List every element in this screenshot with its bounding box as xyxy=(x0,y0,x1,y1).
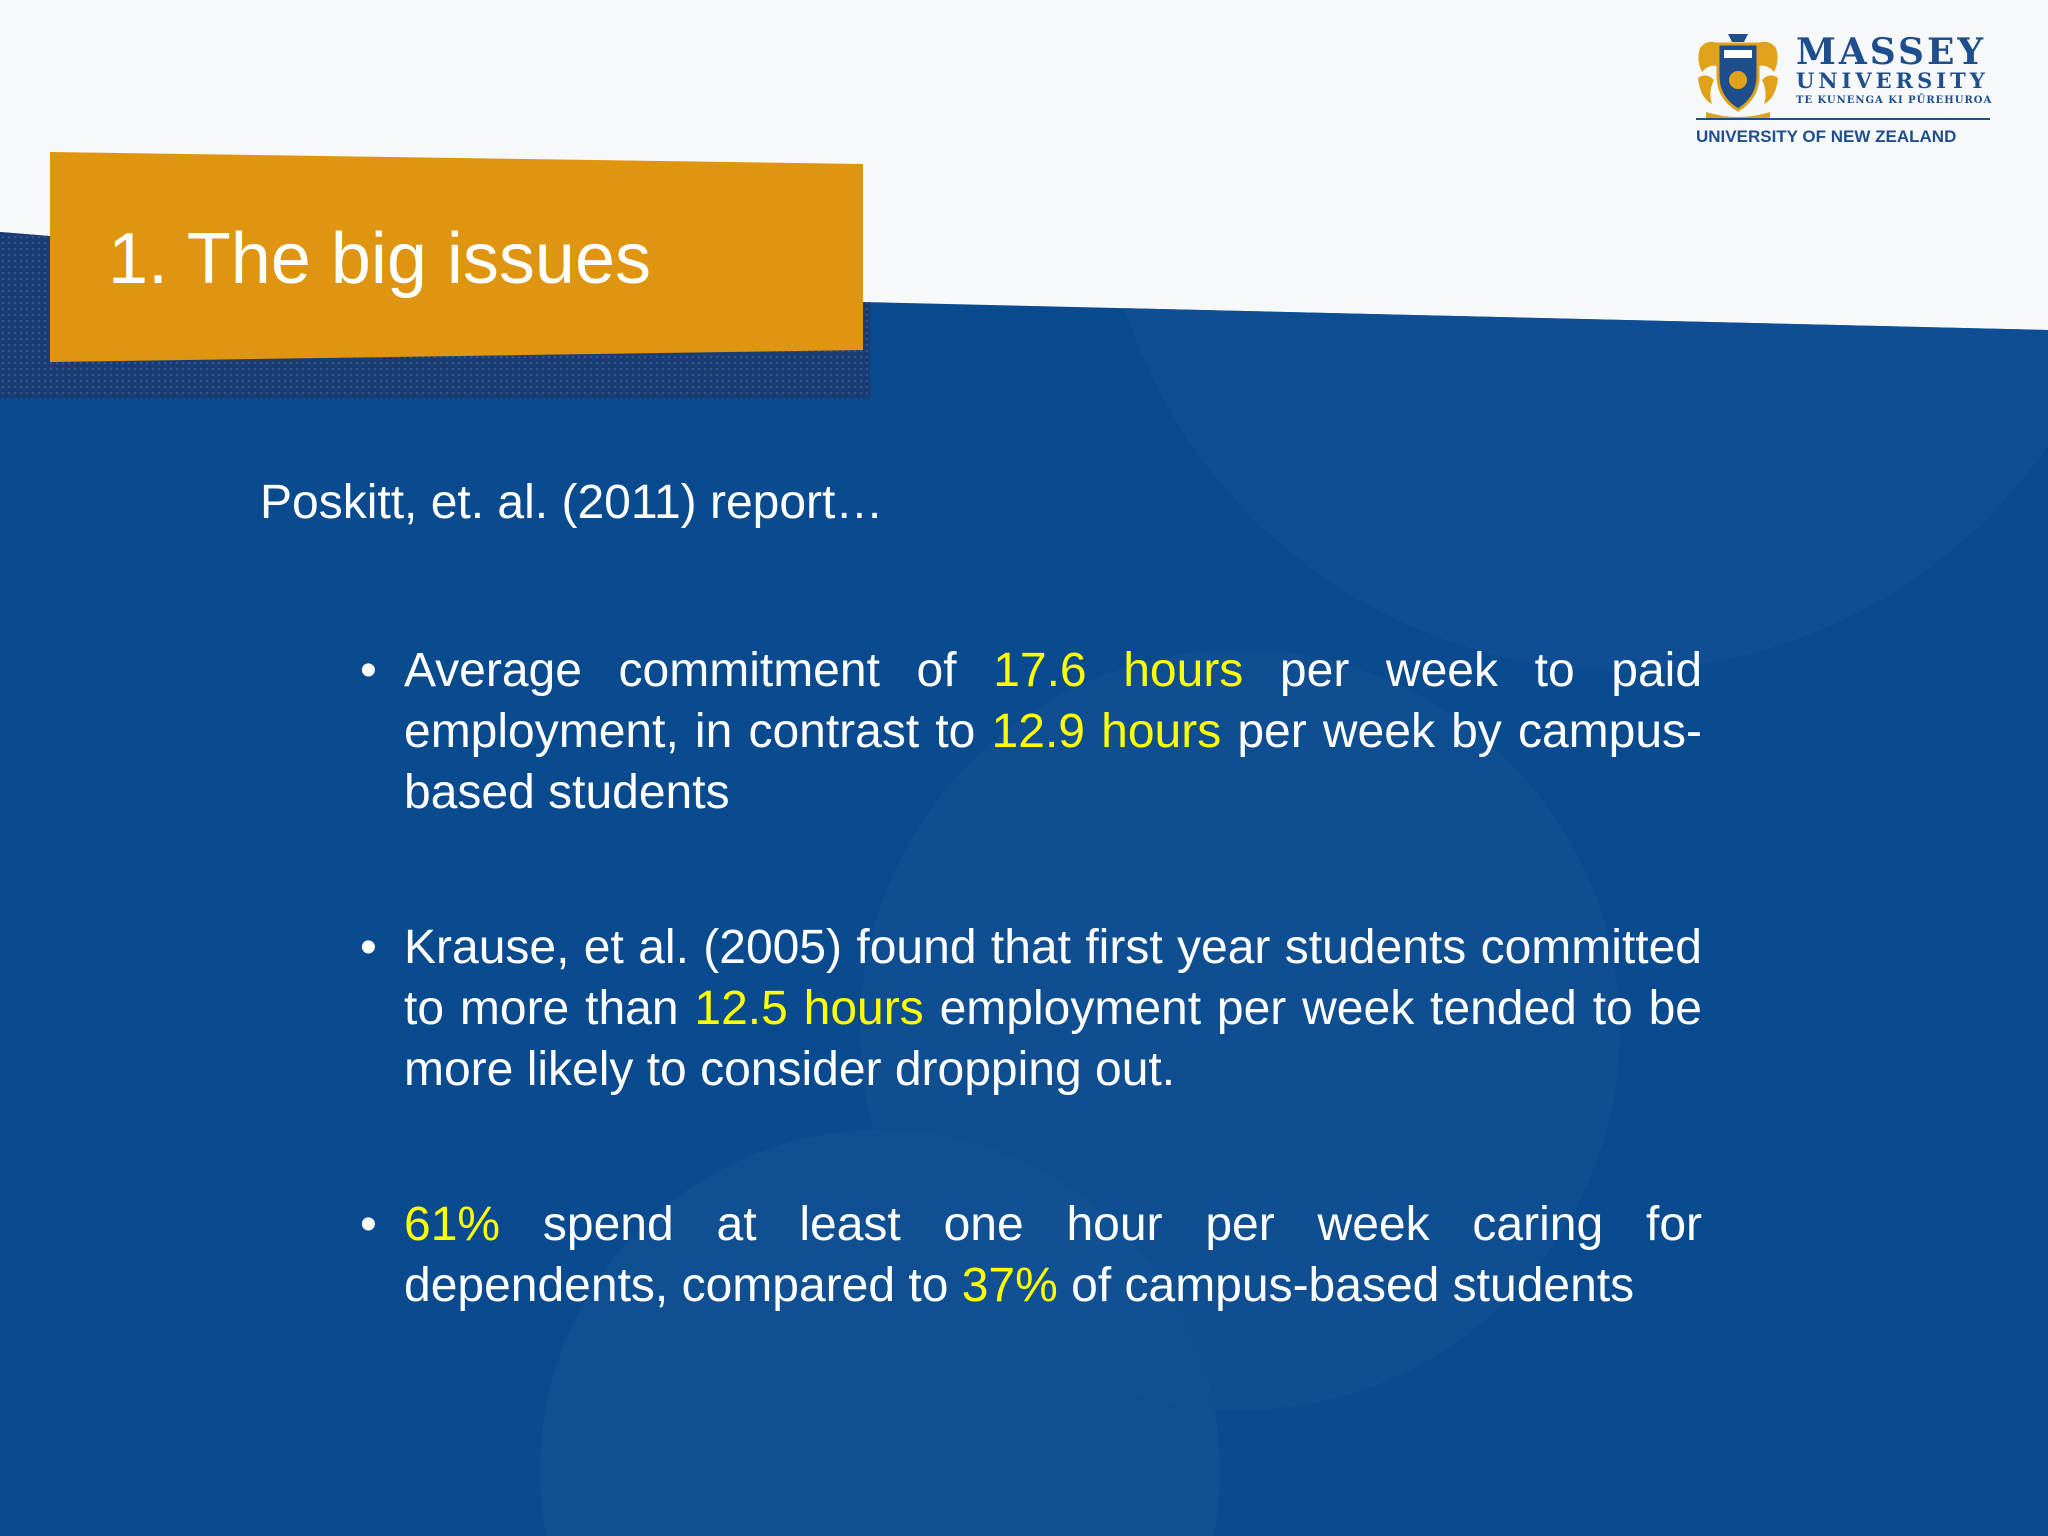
massey-crest-icon xyxy=(1694,32,1782,120)
highlighted-stat: 12.9 hours xyxy=(991,705,1222,758)
slide-title: 1. The big issues xyxy=(108,219,651,299)
logo-maori-name: TE KUNENGA KI PŪREHUROA xyxy=(1796,95,1993,106)
bullet-text: employment per week tended to be more likely to consider dropping out. xyxy=(404,982,1703,1096)
logo-name: MASSEY xyxy=(1796,31,1987,73)
massey-logo xyxy=(1694,30,1994,150)
highlighted-stat: 17.6 hours xyxy=(993,644,1244,697)
bullet-text: per week to paid employment, in contrast to xyxy=(404,644,1703,758)
bullet-text: Average commitment of xyxy=(404,644,994,697)
logo-divider xyxy=(1696,118,1990,120)
bullet-text: of campus-based students xyxy=(1057,1259,1635,1312)
bullet-list xyxy=(356,640,1702,1410)
bullet-text: Krause, et al. (2005) found that first year students committed to more than xyxy=(404,921,1702,1035)
highlighted-stat: 12.5 hours xyxy=(694,982,924,1035)
bullet-text: spend at least one hour per week caring for dependents, compared to xyxy=(404,1198,1702,1312)
intro-text: Poskitt, et. al. (2011) report… xyxy=(260,476,884,529)
bullet-item xyxy=(356,1194,1702,1316)
bullet-marker: • xyxy=(360,1198,377,1251)
bullet-marker: • xyxy=(360,921,377,974)
highlighted-stat: 61% xyxy=(404,1198,501,1251)
logo-tagline: UNIVERSITY OF NEW ZEALAND xyxy=(1696,127,1957,146)
bullet-marker: • xyxy=(360,644,377,697)
bullet-item xyxy=(356,640,1702,823)
highlighted-stat: 37% xyxy=(961,1259,1058,1312)
bullet-text: per week by campus-based students xyxy=(404,705,1703,819)
bullet-item xyxy=(356,917,1702,1100)
logo-subtitle: UNIVERSITY xyxy=(1796,68,1989,93)
